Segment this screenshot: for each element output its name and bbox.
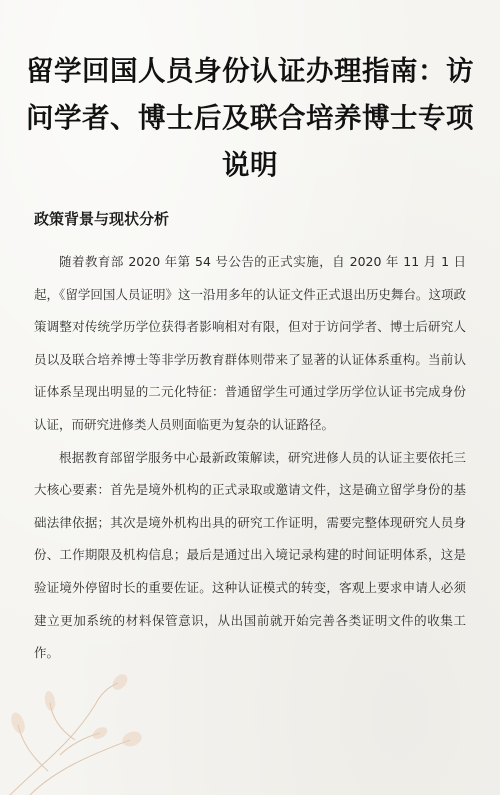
body-text xyxy=(34,246,466,670)
section-heading: 政策背景与现状分析 xyxy=(34,210,170,228)
paragraph: 随着教育部 2020 年第 54 号公告的正式实施，自 2020 年 11 月 1 日起，《留学回国人员证明》这一沿用多年的认证文件正式退出历史舞台。这项政策调整对传统学历学位获得者影响相对有限，但对于访问学者、博士后研究人员以及联合培养博士等非学历教育群体则带来了显著的认证体系重构。当前认证体系呈现出明显的二元化特征：普通留学生可通过学历学位认证书完成身份认证，而研究进修类人员则面临更为复杂的认证路径。 xyxy=(34,254,466,432)
paragraph: 根据教育部留学服务中心最新政策解读，研究进修人员的认证主要依托三大核心要素：首先是境外机构的正式录取或邀请文件，这是确立留学身份的基础法律依据；其次是境外机构出具的研究工作证明，需要完整体现研究人员身份、工作期限及机构信息；最后是通过出入境记录构建的时间证明体系，这是验证境外停留时长的重要佐证。这种认证模式的转变，客观上要求申请人必须建立更加系统的材料保管意识，从出国前就开始完善各类证明文件的收集工作。 xyxy=(34,449,466,661)
document-title: 留学回国人员身份认证办理指南：访问学者、博士后及联合培养博士专项说明 xyxy=(26,55,474,181)
floral-decoration-icon xyxy=(0,645,170,795)
